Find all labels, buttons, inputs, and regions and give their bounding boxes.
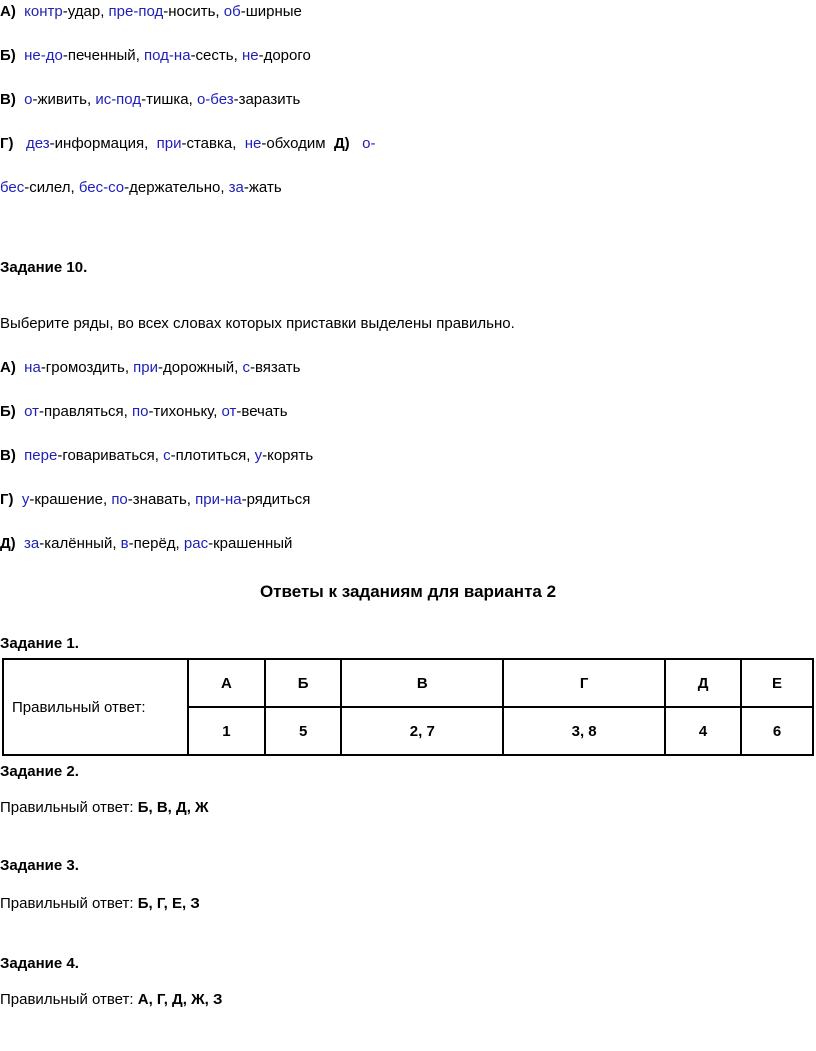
row-label: Правильный ответ: bbox=[3, 659, 188, 755]
table-cell: 4 bbox=[665, 707, 741, 755]
column-header: В bbox=[341, 659, 503, 707]
answer4-title: Задание 4. bbox=[0, 955, 79, 972]
answer2-title: Задание 2. bbox=[0, 763, 79, 780]
prefix: о-без bbox=[196, 91, 234, 108]
answer-value: Б, В, Д, Ж bbox=[137, 799, 209, 816]
column-header: А bbox=[188, 659, 265, 707]
answer2-line: Правильный ответ: Б, В, Д, Ж bbox=[0, 799, 209, 816]
task10-row-v: В) пере-говариваться, с-плотиться, у-корять bbox=[0, 447, 314, 464]
table-cell: 2, 7 bbox=[341, 707, 503, 755]
prefix: рас bbox=[183, 535, 209, 552]
task9-row-b: Б) не-до-печенный, под-на-сесть, не-дорого bbox=[0, 47, 311, 64]
answer3-line: Правильный ответ: Б, Г, Е, З bbox=[0, 895, 200, 912]
prefix: бес-со bbox=[78, 179, 125, 196]
prefix: по bbox=[111, 491, 128, 508]
column-header: Г bbox=[503, 659, 665, 707]
answers-heading: Ответы к заданиям для варианта 2 bbox=[259, 582, 557, 601]
prefix: при bbox=[133, 359, 159, 376]
prefix: от bbox=[24, 403, 40, 420]
task10-row-a: А) на-громоздить, при-дорожный, с-вязать bbox=[0, 359, 301, 376]
prefix: с bbox=[242, 359, 250, 376]
table-row bbox=[3, 659, 813, 707]
prefix: на bbox=[24, 359, 41, 376]
prefix: о bbox=[24, 91, 33, 108]
table-cell: 5 bbox=[265, 707, 342, 755]
answer1-table bbox=[2, 658, 814, 756]
prefix: ис-под bbox=[95, 91, 142, 108]
prefix: при bbox=[156, 135, 182, 152]
task9-row-g: Г) дез-информация, при-ставка, не-обходим Д) о- bbox=[0, 135, 376, 152]
answer4-line: Правильный ответ: А, Г, Д, Ж, З bbox=[0, 991, 223, 1008]
answer-value: Б, Г, Е, З bbox=[137, 895, 200, 912]
column-header: Е bbox=[741, 659, 813, 707]
task10-row-d: Д) за-калённый, в-перёд, рас-крашенный bbox=[0, 535, 293, 552]
prefix: контр bbox=[24, 3, 63, 20]
task10-question: Выберите ряды, во всех словах которых приставки выделены правильно. bbox=[0, 315, 515, 332]
table-cell: 6 bbox=[741, 707, 813, 755]
prefix: не bbox=[244, 135, 262, 152]
prefix: при-на bbox=[195, 491, 242, 508]
prefix: о- bbox=[362, 135, 376, 152]
task9-row-d-cont: бес-силел, бес-со-держательно, за-жать bbox=[0, 179, 282, 196]
prefix: за bbox=[24, 535, 40, 552]
prefix: у bbox=[21, 491, 30, 508]
table-cell: 3, 8 bbox=[503, 707, 665, 755]
prefix: бес bbox=[0, 179, 25, 196]
prefix: не-до bbox=[24, 47, 63, 64]
prefix: у bbox=[254, 447, 263, 464]
answer3-title: Задание 3. bbox=[0, 857, 79, 874]
table-cell: 1 bbox=[188, 707, 265, 755]
prefix: от bbox=[221, 403, 237, 420]
prefix: за bbox=[228, 179, 244, 196]
prefix: пере bbox=[24, 447, 58, 464]
answer-value: А, Г, Д, Ж, З bbox=[137, 991, 223, 1008]
prefix: об bbox=[223, 3, 241, 20]
prefix: под-на bbox=[144, 47, 191, 64]
prefix: по bbox=[131, 403, 149, 420]
prefix: с bbox=[163, 447, 171, 464]
task10-row-g: Г) у-крашение, по-знавать, при-на-рядиться bbox=[0, 491, 311, 508]
prefix: в bbox=[120, 535, 129, 552]
task10-row-b: Б) от-правляться, по-тихоньку, от-вечать bbox=[0, 403, 288, 420]
column-header: Б bbox=[265, 659, 342, 707]
answer1-title: Задание 1. bbox=[0, 635, 79, 652]
prefix: пре-под bbox=[108, 3, 164, 20]
prefix: дез bbox=[26, 135, 50, 152]
prefix: не bbox=[241, 47, 259, 64]
task10-title: Задание 10. bbox=[0, 259, 88, 276]
column-header: Д bbox=[665, 659, 741, 707]
task9-row-a: А) контр-удар, пре-под-носить, об-ширные bbox=[0, 3, 302, 20]
task9-row-v: В) о-живить, ис-под-тишка, о-без-заразить bbox=[0, 91, 301, 108]
